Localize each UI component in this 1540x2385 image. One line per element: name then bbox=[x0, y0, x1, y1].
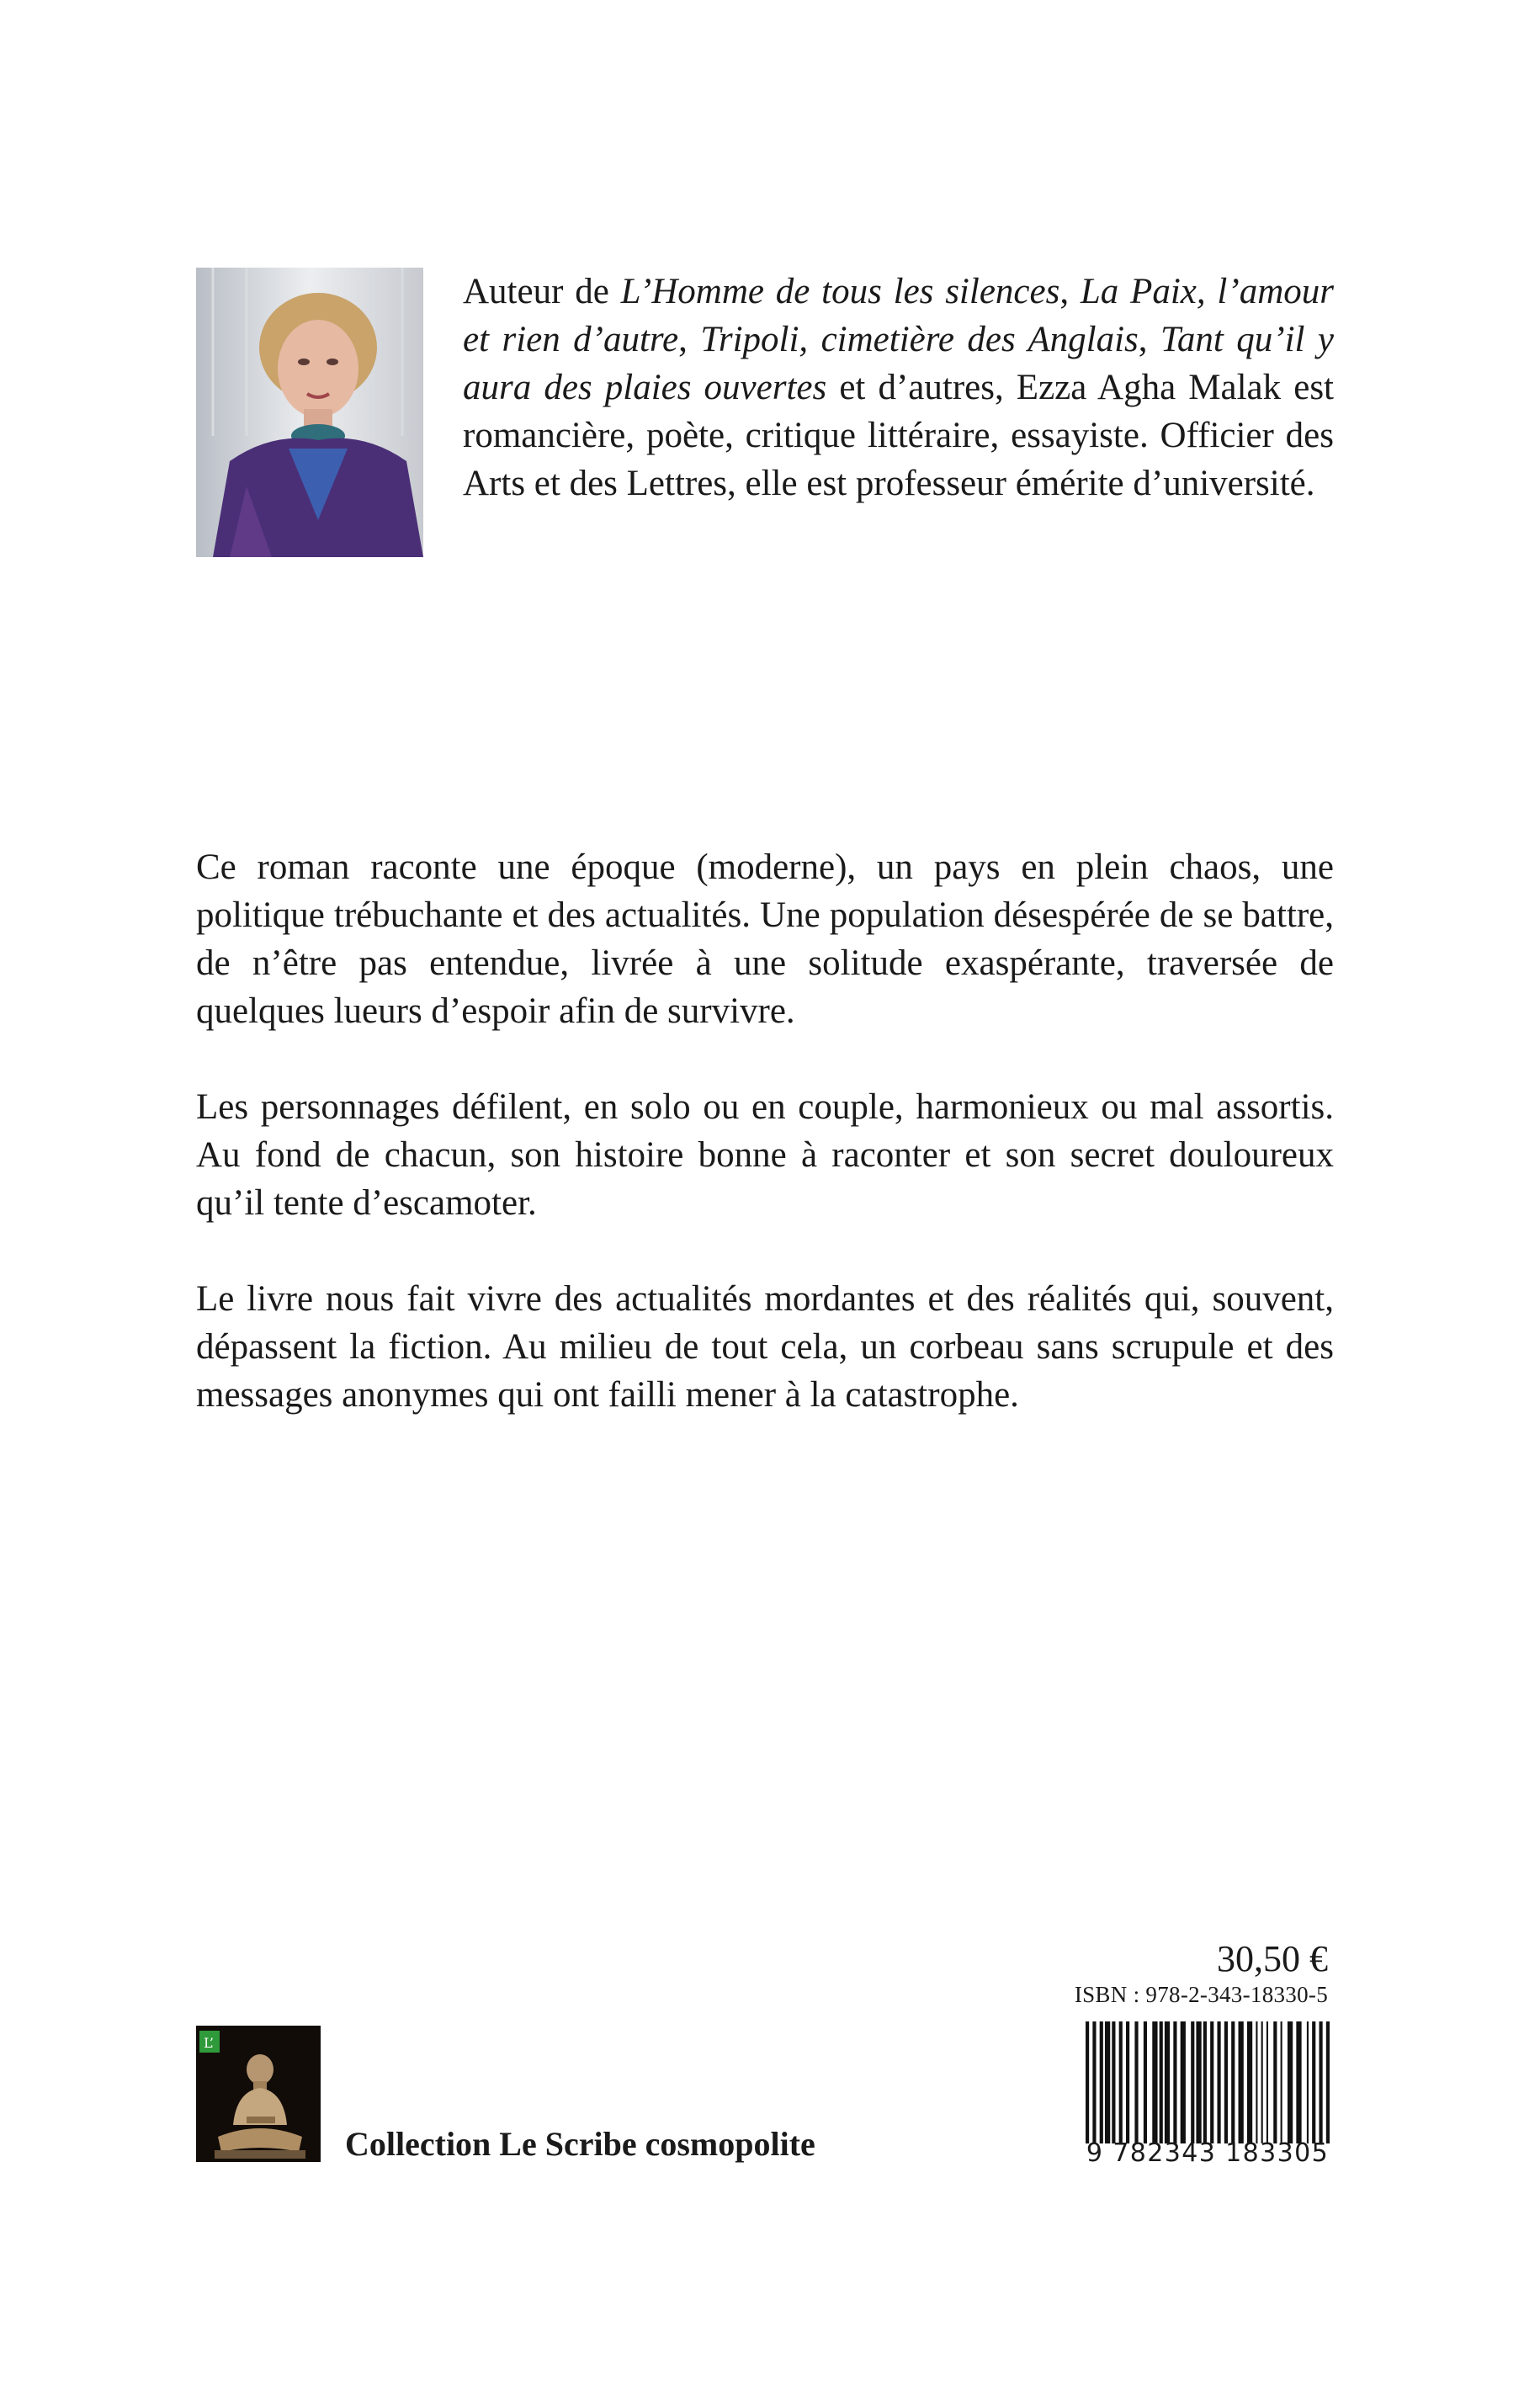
bio-title-2: La Paix, l’amour et rien d’autre bbox=[463, 272, 1334, 359]
barcode-bar bbox=[1144, 2021, 1147, 2143]
barcode-bar bbox=[1203, 2021, 1207, 2143]
barcode-bar bbox=[1281, 2021, 1282, 2143]
barcode-bar bbox=[1126, 2021, 1129, 2143]
barcode bbox=[1086, 2021, 1330, 2168]
bio-separator: , bbox=[1059, 272, 1081, 311]
bio-text: et d’autres, Ezza Agha Malak est romancière, poète, critique littéraire, essayiste. Officier des Arts et des Lettres, elle est professeur émérite d’université. bbox=[463, 368, 1334, 503]
price: 30,50 € bbox=[1217, 1938, 1328, 1979]
barcode-bar bbox=[1210, 2021, 1213, 2143]
barcode-bar bbox=[1134, 2021, 1138, 2143]
barcode-bar bbox=[1261, 2021, 1263, 2143]
barcode-digits: 9 782343 183305 bbox=[1086, 2138, 1330, 2168]
barcode-bar bbox=[1152, 2021, 1157, 2143]
bio-separator: , bbox=[1138, 320, 1160, 359]
summary-paragraph: Les personnages défilent, en solo ou en couple, harmonieux ou mal assortis. Au fond de chacun, son histoire bonne à raconter et son secret douloureux qu’il tente d’escamoter. bbox=[196, 1087, 1334, 1223]
barcode-bar bbox=[1105, 2021, 1110, 2143]
barcode-bar bbox=[1273, 2021, 1277, 2143]
summary-paragraph: Le livre nous fait vivre des actualités mordantes et des réalités qui, souvent, dépassent la fiction. Au milieu de tout cela, un corbeau sans scrupule et des messages anonymes qui ont failli mener à la catastrophe. bbox=[196, 1279, 1334, 1415]
barcode-bar bbox=[1165, 2021, 1170, 2143]
barcode-bar bbox=[1160, 2021, 1163, 2143]
barcode-bar bbox=[1086, 2021, 1089, 2143]
barcode-bar bbox=[1307, 2021, 1309, 2143]
barcode-bar bbox=[1173, 2021, 1176, 2143]
barcode-bar bbox=[1191, 2021, 1194, 2143]
barcode-bar bbox=[1181, 2021, 1186, 2143]
barcode-bar bbox=[1326, 2021, 1330, 2143]
barcode-bar bbox=[1247, 2021, 1252, 2143]
barcode-bar bbox=[1231, 2021, 1235, 2143]
barcode-bar bbox=[1267, 2021, 1268, 2143]
barcode-bar bbox=[1296, 2021, 1301, 2143]
barcode-bar bbox=[1092, 2021, 1096, 2143]
barcode-bar bbox=[1239, 2021, 1244, 2143]
author-photo bbox=[196, 268, 423, 557]
barcode-bar bbox=[1319, 2021, 1322, 2143]
barcode-bars bbox=[1086, 2021, 1330, 2143]
barcode-bar bbox=[1217, 2021, 1220, 2143]
barcode-bar bbox=[1312, 2021, 1315, 2143]
barcode-bar bbox=[1100, 2021, 1103, 2143]
barcode-bar bbox=[1224, 2021, 1228, 2143]
barcode-bar bbox=[1119, 2021, 1123, 2143]
collection-name: Collection Le Scribe cosmopolite bbox=[345, 2125, 815, 2163]
summary-paragraph: Ce roman raconte une époque (moderne), un pays en plein chaos, une politique trébuchante et des actualités. Une population désespérée de se battre, de n’être pas entendue, livrée à une solitude exaspérante, traversée de quelques lueurs d’espoir afin de survivre. bbox=[196, 847, 1334, 1031]
barcode-bar bbox=[1256, 2021, 1257, 2143]
bio-intro: Auteur de bbox=[463, 272, 621, 311]
book-summary bbox=[196, 843, 1334, 1467]
barcode-bar bbox=[1196, 2021, 1201, 2143]
bio-title-1: L’Homme de tous les silences bbox=[620, 272, 1060, 311]
bio-separator: , bbox=[678, 320, 701, 359]
publisher-logo bbox=[196, 2026, 321, 2162]
isbn: ISBN : 978-2-343-18330-5 bbox=[1074, 1982, 1328, 2007]
bio-title-4: Tant qu’il y aura des plaies ouvertes bbox=[463, 320, 1334, 407]
barcode-bar bbox=[1112, 2021, 1115, 2143]
barcode-bar bbox=[1288, 2021, 1293, 2143]
bio-title-3: Tripoli, cimetière des Anglais bbox=[700, 320, 1139, 359]
author-bio bbox=[463, 268, 1334, 507]
logo-badge-text: L’ bbox=[204, 2035, 214, 2051]
